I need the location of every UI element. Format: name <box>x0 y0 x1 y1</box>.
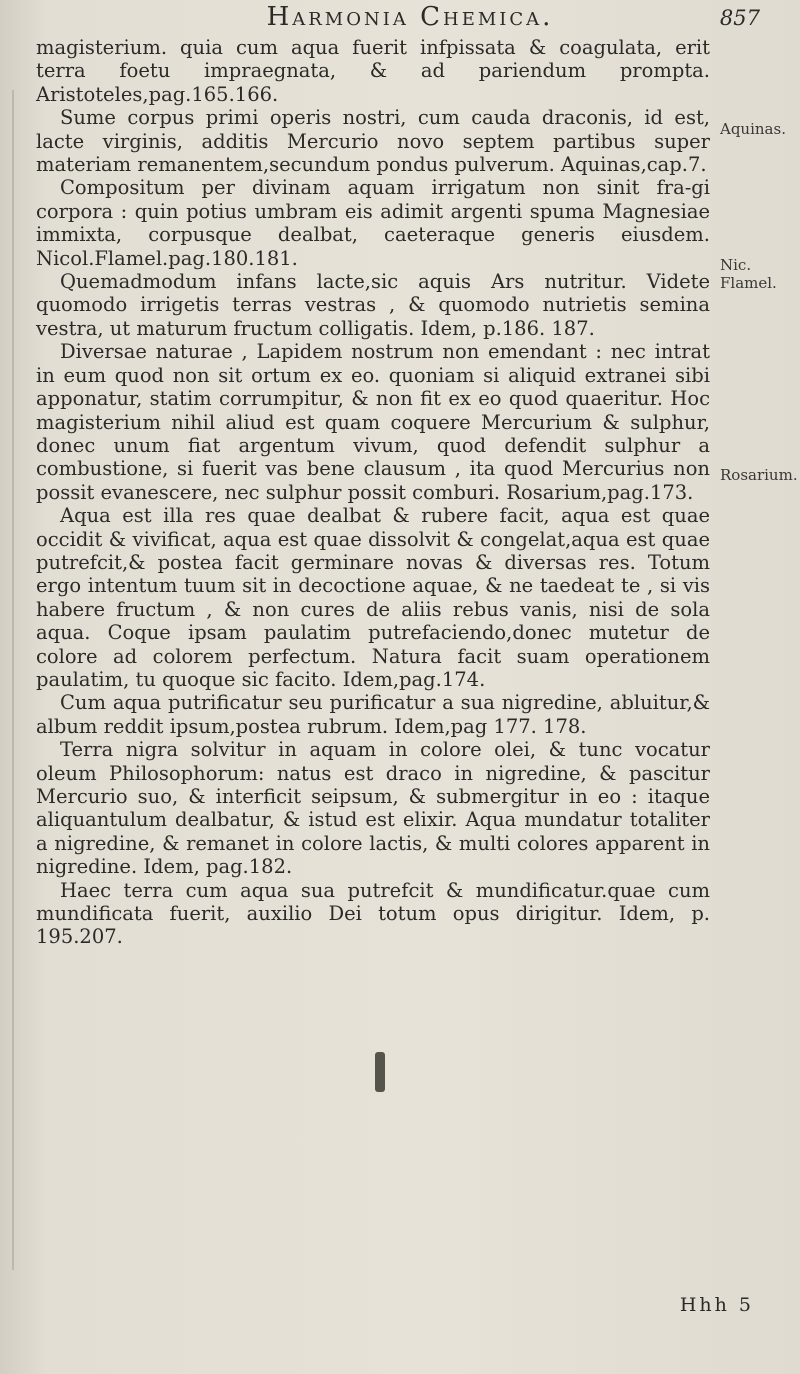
margin-note-rosarium: Rosarium. <box>720 466 798 484</box>
ink-blot <box>375 1052 385 1092</box>
paragraph-6: Aqua est illa res quae dealbat & rubere facit, aqua est quae occidit & vivificat, aqua est quae dissolvit & congelat,aqua est quae putrefcit,& postea facit germinare novas & diversas res. Totum ergo intentum tuum sit in decoctione aquae, & ne taedeat te , si vis habere fructum , & non cures de aliis rebus vanis, nisi de sola aqua. Coque ipsam paulatim putrefaciendo,donec mutetur de colore ad colorem perfectum. Natura facit suam operationem paulatim, tu quoque sic facito. Idem,pag.174. <box>36 504 710 691</box>
margin-note-aquinas: Aquinas. <box>720 120 786 138</box>
paragraph-4: Quemadmodum infans lacte,sic aquis Ars nutritur. Videte quomodo irrigetis terras vestras , & quomodo nutrietis semina vestra, ut maturum fructum colligatis. Idem, p.186. 187. <box>36 270 710 340</box>
paragraph-9: Haec terra cum aqua sua putrefcit & mundificatur.quae cum mundificata fuerit, auxilio Dei totum opus dirigitur. Idem, p. 195.207. <box>36 878 710 949</box>
margin-note-flamel: Nic. Flamel. <box>720 256 777 292</box>
gutter-shadow <box>12 90 14 1270</box>
paragraph-1: magisterium. quia cum aqua fuerit infpissata & coagulata, erit terra foetu impraegnata, & ad pariendum prompta. Aristoteles,pag.165.166. <box>36 36 710 106</box>
paragraph-7: Cum aqua putrificatur seu purificatur a sua nigredine, abluitur,& album reddit ipsum,postea rubrum. Idem,pag 177. 178. <box>36 691 710 738</box>
paragraph-3: Compositum per divinam aquam irrigatum non sinit fra-gi corpora : quin potius umbram eis adimit argenti spuma Magnesiae immixta, corpusque dealbat, caeteraque generis eiusdem. Nicol.Flamel.pag.180.181. <box>36 176 710 270</box>
signature-mark: Hhh 5 <box>679 1294 754 1316</box>
main-text <box>36 36 710 949</box>
running-title: Harmonia Chemica. <box>266 2 554 32</box>
page-number: 857 <box>719 6 760 30</box>
paragraph-5: Diversae naturae , Lapidem nostrum non emendant : nec intrat in eum quod non sit ortum ex eo. quoniam si aliquid extranei sibi apponatur, statim corrumpitur, & non fit ex eo quod quaeritur. Hoc magisterium nihil aliud est quam coquere Mercurium & sulphur, donec unum fiat argentum vivum, quod defendit sulphur a combustione, si fuerit vas bene clausum , ita quod Mercurius non possit evanescere, nec sulphur possit comburi. Rosarium,pag.173. <box>36 340 710 504</box>
paragraph-2: Sume corpus primi operis nostri, cum cauda draconis, id est, lacte virginis, additis Mercurio novo septem partibus super materiam remanentem,secundum pondus pulverum. Aquinas,cap.7. <box>36 106 710 177</box>
paragraph-8: Terra nigra solvitur in aquam in colore olei, & tunc vocatur oleum Philosophorum: natus est draco in nigredine, & pascitur Mercurio suo, & interficit seipsum, & submergitur in eo : itaque aliquantulum dealbatur, & istud est elixir. Aqua mundatur totaliter a nigredine, & remanet in colore lactis, & multi colores apparent in nigredine. Idem, pag.182. <box>36 738 710 879</box>
